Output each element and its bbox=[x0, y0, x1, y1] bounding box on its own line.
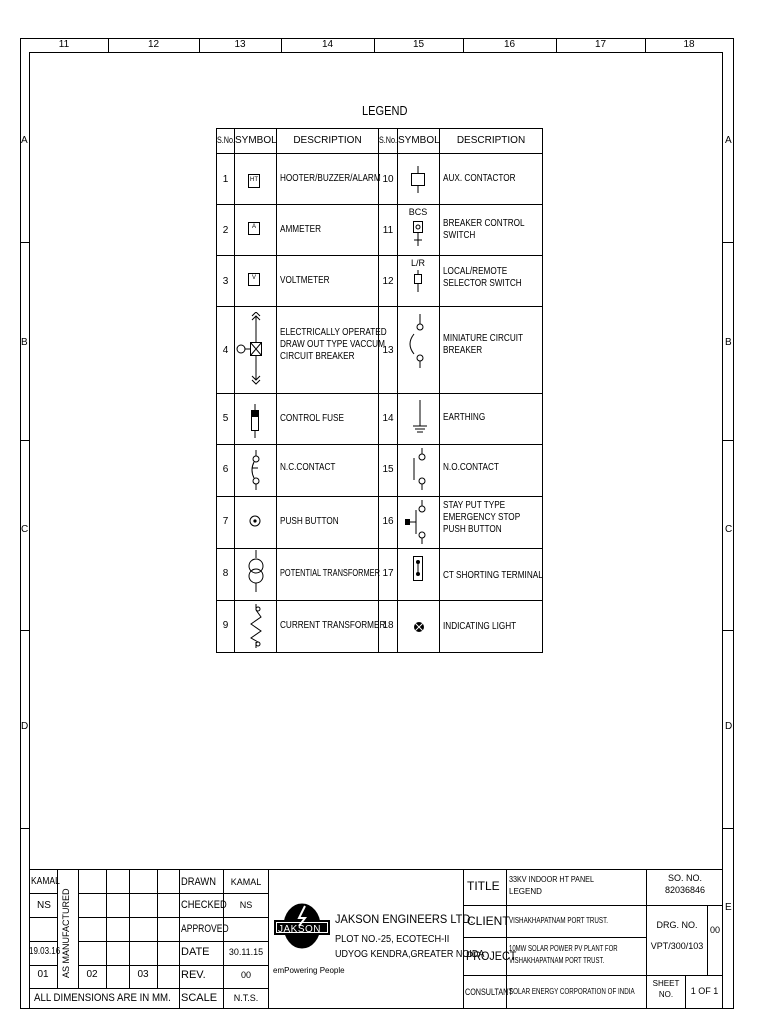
client-label: CLIENT bbox=[467, 914, 510, 928]
company-address-2: UDYOG KENDRA,GREATER NOIDA bbox=[335, 949, 485, 960]
push-button-icon bbox=[247, 513, 263, 529]
earthing-icon bbox=[410, 400, 430, 438]
desc-aux-contactor: AUX. CONTACTOR bbox=[443, 173, 516, 184]
company-address-1: PLOT NO.-25, ECOTECH-II bbox=[335, 934, 450, 945]
header-symbol-right: SYMBOL bbox=[398, 135, 440, 146]
desc-push-button: PUSH BUTTON bbox=[280, 516, 339, 527]
desc-earthing: EARTHING bbox=[443, 412, 486, 423]
column-label-12: 12 bbox=[147, 39, 160, 50]
emergency-stop-icon bbox=[404, 500, 430, 544]
rev-drawn-name: KAMAL bbox=[31, 876, 60, 887]
sno-3: 3 bbox=[222, 276, 229, 287]
rev-03: 03 bbox=[137, 969, 149, 980]
company-tagline: emPowering People bbox=[273, 966, 345, 975]
column-label-14: 14 bbox=[321, 39, 334, 50]
header-description-left: DESCRIPTION bbox=[293, 135, 362, 146]
sheet-label-2: NO. bbox=[658, 990, 674, 999]
sno-1: 1 bbox=[222, 174, 229, 185]
sno-15: 15 bbox=[382, 464, 394, 475]
header-description-right: DESCRIPTION bbox=[456, 135, 526, 146]
as-manufactured-label: AS MANUFACTURED bbox=[61, 888, 71, 978]
project-value-2: VISHAKHAPATNAM PORT TRUST. bbox=[509, 956, 605, 965]
row-label-d-left: D bbox=[21, 721, 29, 732]
mcb-icon bbox=[404, 314, 432, 370]
project-label: PROJECT bbox=[466, 949, 517, 963]
sno-12: 12 bbox=[382, 276, 394, 287]
desc-nc-contact: N.C.CONTACT bbox=[280, 462, 336, 473]
desc-voltmeter: VOLTMETER bbox=[280, 275, 330, 286]
lr-code: L/R bbox=[410, 258, 425, 268]
ct-shorting-terminal-icon bbox=[410, 554, 426, 584]
row-label-c-left: C bbox=[21, 524, 29, 535]
legend-title: LEGEND bbox=[362, 103, 408, 118]
breaker-control-switch-icon bbox=[410, 218, 426, 248]
title-label: TITLE bbox=[467, 879, 500, 893]
bcs-code: BCS bbox=[408, 207, 428, 217]
sno-17: 17 bbox=[382, 568, 394, 579]
sno-2: 2 bbox=[222, 225, 229, 236]
desc-ammeter: AMMETER bbox=[280, 224, 321, 235]
row-label-a-left: A bbox=[21, 135, 28, 146]
row-label-e-right: E bbox=[725, 902, 732, 913]
date-value: 30.11.15 bbox=[228, 947, 264, 957]
sno-4: 4 bbox=[222, 345, 229, 356]
sno-5: 5 bbox=[222, 413, 229, 424]
dimensions-note: ALL DIMENSIONS ARE IN MM. bbox=[34, 992, 171, 1004]
desc-breaker-control-switch: BREAKER CONTROL SWITCH bbox=[443, 218, 525, 241]
drawn-label: DRAWN bbox=[181, 876, 216, 888]
desc-hooter: HOOTER/BUZZER/ALARM bbox=[280, 173, 381, 184]
aux-contactor-icon bbox=[408, 166, 428, 194]
sno-18: 18 bbox=[382, 620, 394, 631]
desc-mcb: MINIATURE CIRCUIT BREAKER bbox=[443, 333, 524, 356]
consultant-value: SOLAR ENERGY CORPORATION OF INDIA bbox=[509, 987, 635, 996]
drg-value: VPT/300/103 bbox=[650, 941, 704, 951]
current-transformer-icon bbox=[246, 604, 266, 648]
column-label-17: 17 bbox=[594, 39, 607, 50]
drg-rev: 00 bbox=[709, 925, 720, 935]
selector-switch-icon bbox=[410, 270, 426, 296]
desc-no-contact: N.O.CONTACT bbox=[443, 462, 499, 473]
sno-14: 14 bbox=[382, 413, 394, 424]
no-contact-icon bbox=[408, 448, 430, 490]
so-value: 82036846 bbox=[664, 885, 706, 895]
company-name: JAKSON ENGINEERS LTD. bbox=[335, 912, 474, 926]
voltmeter-code: V bbox=[251, 275, 256, 281]
row-label-b-left: B bbox=[21, 337, 28, 348]
desc-ct-shorting-terminal: CT SHORTING TERMINAL bbox=[443, 570, 543, 581]
desc-fuse: CONTROL FUSE bbox=[280, 413, 344, 424]
row-label-b-right: B bbox=[725, 337, 732, 348]
sno-9: 9 bbox=[222, 620, 229, 631]
sno-10: 10 bbox=[382, 174, 394, 185]
rev-value: 00 bbox=[240, 970, 251, 980]
sheet-label-1: SHEET bbox=[652, 979, 680, 988]
drawn-value: KAMAL bbox=[230, 877, 262, 887]
sno-16: 16 bbox=[382, 516, 394, 527]
desc-potential-transformer: POTENTIAL TRANSFORMER bbox=[280, 568, 380, 579]
header-symbol-left: SYMBOL bbox=[235, 135, 277, 146]
column-label-13: 13 bbox=[234, 39, 246, 50]
title-value-1: 33KV INDOOR HT PANEL bbox=[509, 875, 594, 884]
sno-8: 8 bbox=[222, 568, 229, 579]
column-label-15: 15 bbox=[412, 39, 425, 50]
so-label: SO. NO. bbox=[667, 873, 702, 883]
column-label-11: 11 bbox=[58, 39, 70, 50]
vacuum-breaker-icon bbox=[236, 312, 276, 388]
logo-text: JAKSON bbox=[278, 924, 322, 935]
nc-contact-icon bbox=[248, 450, 264, 490]
fuse-icon bbox=[248, 404, 262, 438]
desc-emergency-stop: STAY PUT TYPE EMERGENCY STOP PUSH BUTTON bbox=[443, 500, 521, 535]
rev-date: 19.03.16 bbox=[29, 946, 61, 957]
project-value-1: 10MW SOLAR POWER PV PLANT FOR bbox=[509, 944, 618, 953]
row-label-c-right: C bbox=[725, 524, 733, 535]
sno-6: 6 bbox=[222, 464, 229, 475]
row-label-a-right: A bbox=[725, 135, 732, 146]
desc-selector-switch: LOCAL/REMOTE SELECTOR SWITCH bbox=[443, 266, 522, 289]
rev-checked-name: NS bbox=[37, 900, 51, 911]
desc-current-transformer: CURRENT TRANSFORMER bbox=[280, 620, 386, 631]
indicating-light-icon bbox=[411, 619, 427, 635]
ammeter-code: A bbox=[251, 224, 256, 230]
rev-01: 01 bbox=[37, 969, 49, 980]
checked-value: NS bbox=[239, 900, 253, 910]
rev-label: REV. bbox=[181, 969, 206, 981]
sno-7: 7 bbox=[222, 516, 229, 527]
sno-11: 11 bbox=[382, 225, 394, 236]
sno-13: 13 bbox=[382, 345, 394, 356]
desc-indicating-light: INDICATING LIGHT bbox=[443, 621, 517, 632]
potential-transformer-icon bbox=[246, 550, 266, 596]
title-value-2: LEGEND bbox=[509, 887, 542, 896]
header-sno-right: S.No. bbox=[379, 135, 398, 145]
scale-label: SCALE bbox=[181, 992, 218, 1004]
desc-vacuum-breaker: ELECTRICALLY OPERATED DRAW OUT TYPE VACCUM CIRCUIT BREAKER bbox=[280, 327, 387, 362]
column-label-16: 16 bbox=[503, 39, 516, 50]
hooter-code: HT bbox=[250, 177, 258, 183]
rev-02: 02 bbox=[86, 969, 98, 980]
header-sno-left: S.No. bbox=[217, 135, 236, 145]
row-label-d-right: D bbox=[725, 721, 733, 732]
scale-value: N.T.S. bbox=[233, 993, 259, 1003]
drg-label: DRG. NO. bbox=[656, 920, 698, 930]
consultant-label: CONSULTANT bbox=[465, 987, 513, 997]
approved-label: APPROVED bbox=[181, 923, 229, 935]
checked-label: CHECKED bbox=[181, 899, 227, 911]
column-label-18: 18 bbox=[683, 39, 695, 50]
date-label: DATE bbox=[181, 946, 210, 958]
sheet-value: 1 OF 1 bbox=[690, 986, 719, 996]
client-value: VISHAKHAPATNAM PORT TRUST. bbox=[509, 916, 608, 925]
